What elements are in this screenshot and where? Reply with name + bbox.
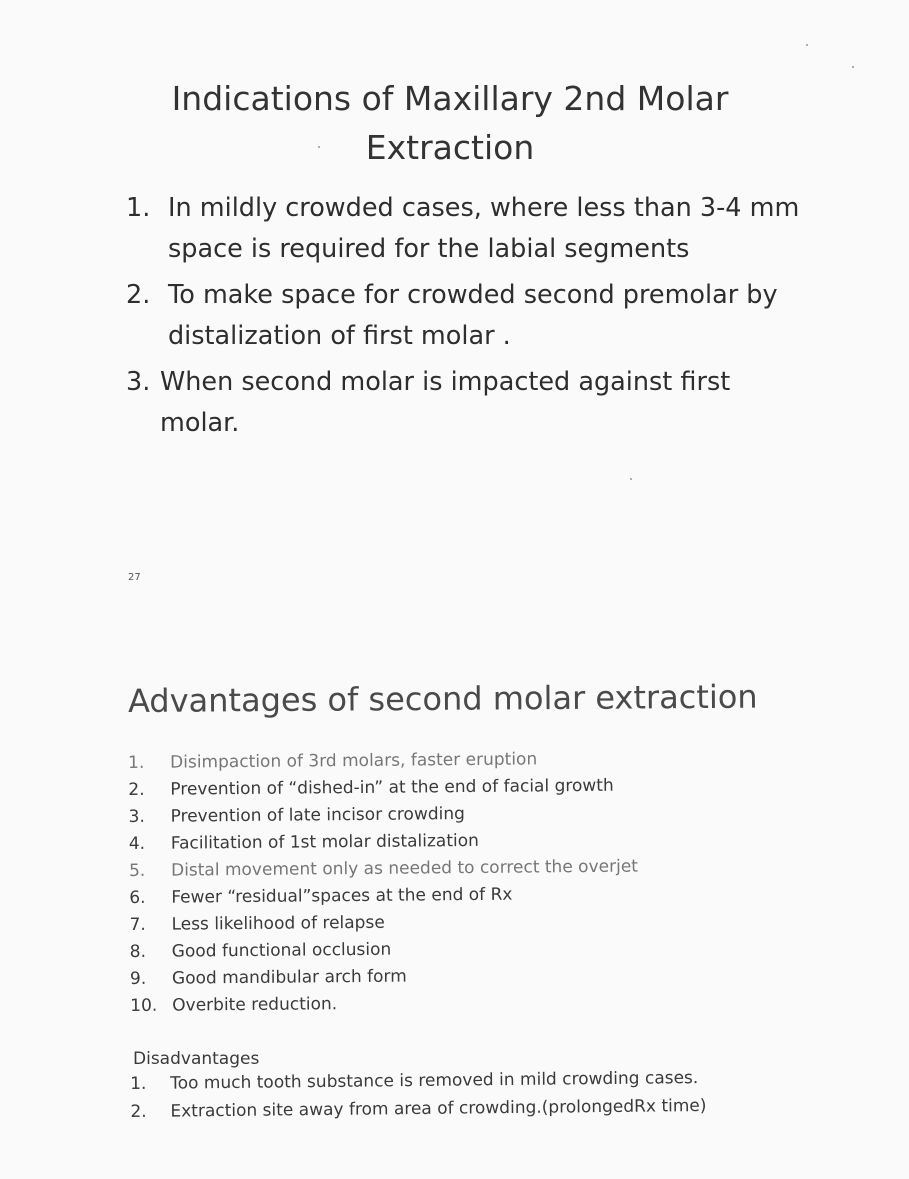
list-item-text: Good functional occlusion (171, 939, 392, 962)
list-item-number: 10. (130, 995, 158, 1016)
list-item-text: Distal movement only as needed to correct the overjet (170, 856, 638, 881)
page-number: 27 (128, 572, 141, 583)
scan-speck (318, 146, 320, 148)
list-item-text: Extraction site away from area of crowding.(prolongedRx time) (170, 1095, 707, 1122)
list-item-number: 3. (126, 367, 151, 397)
slide1-title-line2: Extraction (365, 128, 535, 167)
list-item-number: 1. (128, 752, 145, 773)
list-item (126, 188, 806, 270)
list-item-number: 2. (128, 779, 145, 800)
list-item-number: 6. (129, 887, 146, 908)
list-item-text: To make space for crowded second premolar by distalization of first molar . (168, 280, 778, 351)
list-item-number: 7. (129, 914, 146, 935)
list-item-number: 9. (129, 968, 147, 989)
list-item-text: Prevention of late incisor crowding (170, 804, 465, 827)
list-item-number: 4. (128, 833, 146, 854)
list-item (126, 362, 806, 444)
list-item-number: 2. (126, 280, 151, 310)
list-item-text: Good mandibular arch form (171, 966, 407, 989)
advantages-list (128, 744, 770, 1020)
list-item-text: Less likelihood of relapse (171, 912, 385, 935)
list-item-text: Overbite reduction. (172, 994, 338, 1016)
list-item-number: 1. (126, 193, 151, 223)
disadvantages-heading: Disadvantages (133, 1049, 260, 1069)
scan-speck (852, 66, 854, 68)
slide2-title: Advantages of second molar extraction (127, 677, 758, 720)
disadvantages-list (130, 1063, 771, 1126)
list-item-number: 3. (128, 806, 145, 827)
list-item (130, 1091, 770, 1126)
list-item-text: Disimpaction of 3rd molars, faster eruption (170, 749, 538, 773)
list-item-text: Prevention of “dished-in” at the end of facial growth (170, 775, 614, 800)
list-item-number: 1. (130, 1073, 147, 1094)
list-item (130, 987, 770, 1020)
list-item (126, 275, 806, 357)
list-item-text: In mildly crowded cases, where less than 3-4 mm space is required for the labial segments (168, 193, 800, 264)
list-item-number: 5. (128, 860, 146, 881)
list-item-number: 2. (130, 1101, 147, 1122)
list-item-text: Fewer “residual”spaces at the end of Rx (171, 884, 513, 908)
list-item-number: 8. (129, 941, 147, 962)
list-item-text: Facilitation of 1st molar distalization (170, 830, 479, 854)
list-item-text: Too much tooth substance is removed in mild crowding cases. (170, 1068, 699, 1094)
list-item-text: When second molar is impacted against first molar. (160, 367, 731, 438)
indications-list (126, 188, 806, 449)
scan-speck (806, 44, 808, 46)
slide1-title-line1: Indications of Maxillary 2nd Molar (171, 79, 729, 118)
scan-speck (630, 478, 632, 480)
